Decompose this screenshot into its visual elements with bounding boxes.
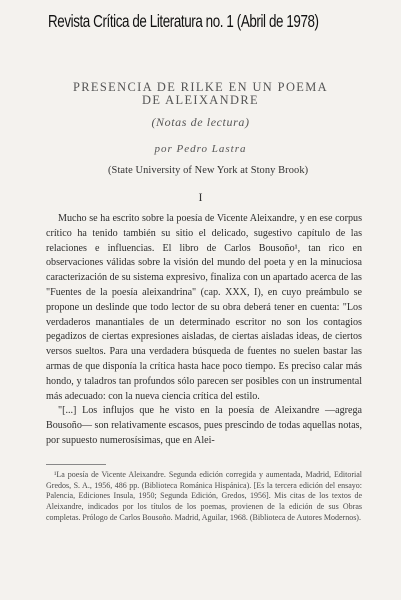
author-affiliation: (State University of New York at Stony Brook) (108, 165, 309, 176)
section-number: I (198, 190, 203, 204)
footnote-divider (46, 464, 106, 465)
article-title-line-1: PRESENCIA DE RILKE EN UN POEMA (72, 80, 329, 94)
journal-stamp: Revista Crítica de Literatura no. 1 (Abril de 1978) (48, 11, 319, 31)
article-title-line-2: DE ALEIXANDRE (142, 93, 259, 107)
body-paragraph: "[...] Los influjos que he visto en la poesía de Aleixandre —agrega Bousoño— son relativamente escasos, pues prescindo de todas aquellas notas, por supuesto numerosísimas, que en Alei- (46, 405, 362, 446)
body-paragraph: Mucho se ha escrito sobre la poesía de Vicente Aleixandre, y en ese corpus crítico ha tenido también su sitio el delicado, sugestivo capítulo de las relaciones e influencias. El libro de Carlos Bousoño¹, tan rico en observaciones válidas sobre la visión del mundo del poeta y en la minuciosa caracterización de su sistema expresivo, finaliza con un apartado acerca de las "Fuentes de la poesía aleixandrina" (cap. XXX, I), en cuyo preámbulo se propone un deslinde que todo lector de su obra deberá tener en cuenta: "Los verdaderos manantiales de un determinado escritor no son los contagios pegadizos de ciertas expresiones aisladas, de ciertas aisladas ideas, de ciertos versos sueltos. Para una verdadera búsqueda de fuentes no suelen bastar las armas de que disponía la crítica hasta hace poco tiempo. Es preciso calar más hondo, y taladros tan profundos sólo parecen ser posibles con un instrumental más adecuado: con la nueva ciencia crítica del estilo. (46, 213, 362, 402)
article-author: por Pedro Lastra (154, 143, 247, 155)
article-body (46, 212, 362, 449)
footnote (46, 470, 362, 524)
footnote-text: ¹La poesía de Vicente Aleixandre. Segunda edición corregida y aumentada, Madrid, Editorial Gredos, S. A., 1956, 486 pp. (Biblioteca Románica Hispánica). [Es la tercera edición del ensayo: Palencia, Ediciones Insula, 1950; Segunda Edición, Gredos, 1956]. Mis citas de los textos de Aleixandre, indicados por los títulos de los poemas, provienen de la edición de sus Obras completas. Prólogo de Carlos Bousoño. Madrid, Aguilar, 1968. (Biblioteca de Autores Modernos). (46, 470, 362, 522)
article-subtitle: (Notas de lectura) (151, 115, 250, 129)
